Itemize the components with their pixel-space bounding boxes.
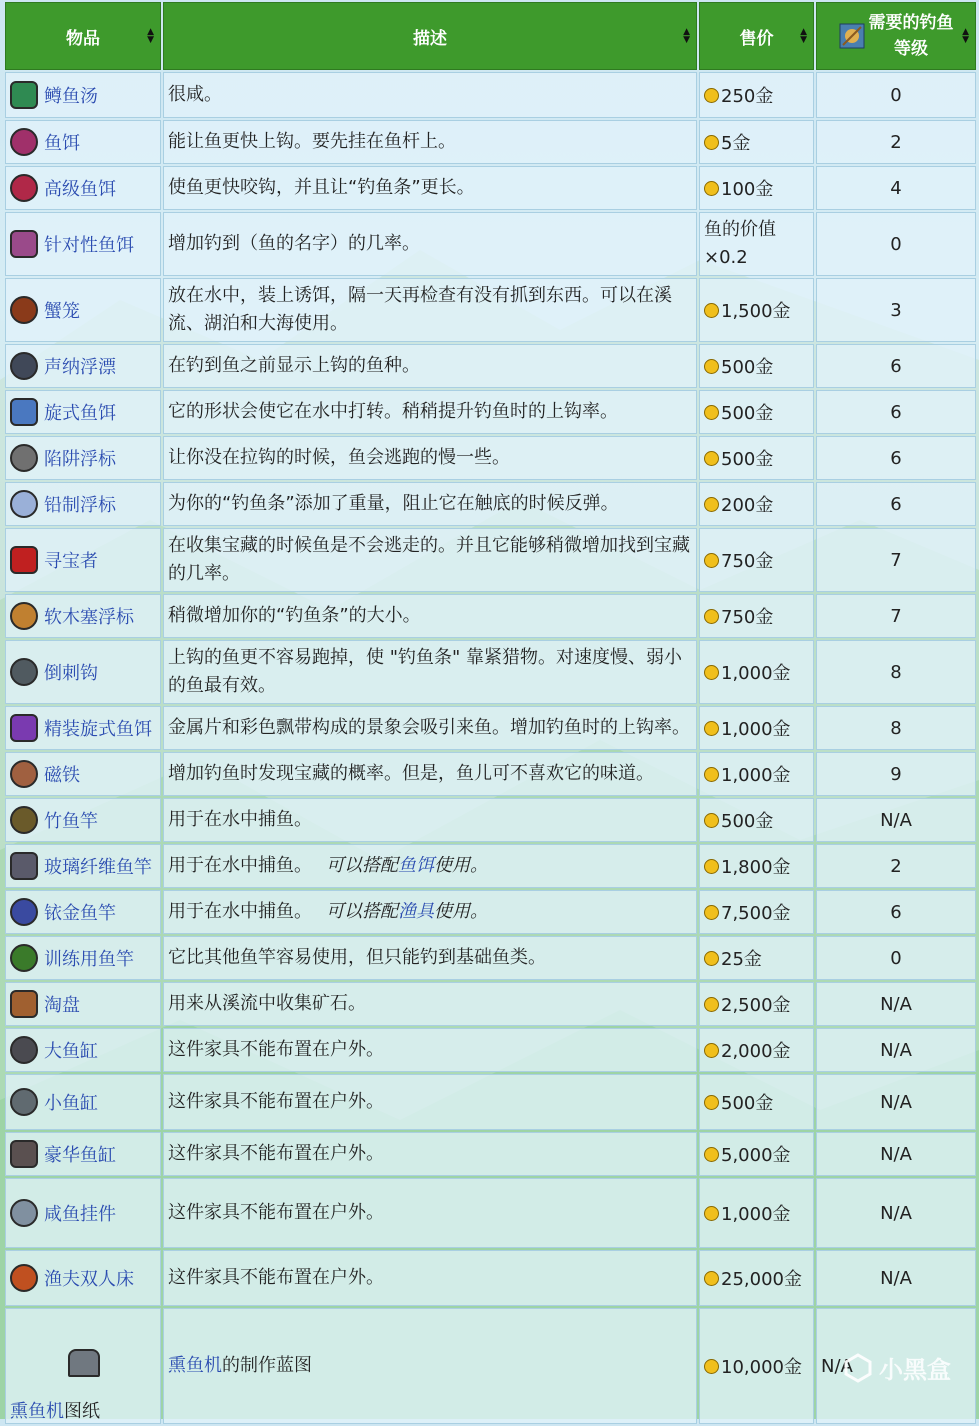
item-price-cell: [699, 1250, 814, 1306]
description-text: 在收集宝藏的时候鱼是不会逃走的。并且它能够稍微增加找到宝藏的几率。: [168, 535, 690, 584]
item-level-cell: [816, 166, 976, 210]
description-text: 这件家具不能布置在户外。: [168, 1039, 384, 1060]
item-description-cell: [163, 212, 697, 276]
item-name-cell: [5, 1250, 161, 1306]
description-link[interactable]: 鱼饵: [398, 855, 434, 876]
description-text: 为你的“钓鱼条”添加了重量，阻止它在触底的时候反弹。: [168, 493, 619, 514]
gold-coin-icon: [704, 553, 719, 568]
description-text: 增加钓到（鱼的名字）的几率。: [168, 233, 420, 254]
table-row: [5, 528, 976, 592]
description-text: 它的形状会使它在水中打转。稍稍提升钓鱼时的上钩率。: [168, 401, 618, 422]
fishing-level-value: 0: [890, 84, 902, 106]
item-level-cell: [816, 1074, 976, 1130]
item-name-link[interactable]: 旋式鱼饵: [44, 403, 116, 424]
item-name-cell: [5, 436, 161, 480]
item-name-link[interactable]: 倒刺钩: [44, 663, 98, 684]
large-fish-tank-icon[interactable]: [10, 1036, 38, 1064]
gold-coin-icon: [704, 859, 719, 874]
table-row: [5, 640, 976, 704]
item-price-cell: [699, 278, 814, 342]
item-price-cell: [699, 482, 814, 526]
item-description-cell: [163, 1028, 697, 1072]
table-row: [5, 1074, 976, 1130]
item-name-link[interactable]: 竹鱼竿: [44, 811, 98, 832]
gold-coin-icon: [704, 1271, 719, 1286]
table-row: [5, 594, 976, 638]
gold-coin-icon: [704, 181, 719, 196]
price-value: 500金: [721, 1093, 774, 1114]
item-description-cell: [163, 166, 697, 210]
item-name-link[interactable]: 陷阱浮标: [44, 449, 116, 470]
item-name-suffix: 图纸: [64, 1401, 100, 1422]
item-name-cell: [5, 278, 161, 342]
fishing-level-value: 6: [890, 401, 902, 423]
table-row: [5, 982, 976, 1026]
gold-coin-icon: [704, 1043, 719, 1058]
fishing-level-value: N/A: [880, 1091, 912, 1113]
item-description-cell: [163, 752, 697, 796]
table-row: [5, 278, 976, 342]
item-description-cell: [163, 278, 697, 342]
deluxe-fish-tank-icon[interactable]: [10, 1140, 38, 1168]
item-name-link[interactable]: 蟹笼: [44, 301, 80, 322]
fishing-level-value: 2: [890, 855, 902, 877]
item-description-cell: [163, 594, 697, 638]
item-name-cell: [5, 482, 161, 526]
table-header-row: [5, 2, 976, 70]
price-value: 1,000金: [721, 719, 791, 740]
table-row: [5, 936, 976, 980]
gold-coin-icon: [704, 767, 719, 782]
gold-coin-icon: [704, 359, 719, 374]
item-name-cell: [5, 390, 161, 434]
fishing-items-table: [3, 0, 978, 1426]
item-price-cell: [699, 936, 814, 980]
item-name-link[interactable]: 小鱼缸: [44, 1093, 98, 1114]
fishing-level-value: N/A: [880, 1267, 912, 1289]
lead-bobber-icon[interactable]: [10, 490, 38, 518]
description-text: 这件家具不能布置在户外。: [168, 1091, 384, 1112]
gold-coin-icon: [704, 303, 719, 318]
fishing-skill-icon: [839, 23, 865, 49]
item-level-cell: [816, 982, 976, 1026]
table-row: [5, 344, 976, 388]
fishing-level-value: 6: [890, 901, 902, 923]
column-header-fishing-level[interactable]: 需要的钓鱼 等级 ▲ ▼: [816, 2, 976, 70]
sort-arrows-icon[interactable]: ▲ ▼: [962, 27, 969, 45]
item-level-cell: [816, 1178, 976, 1248]
description-text: 稍微增加你的“钓鱼条”的大小。: [168, 605, 421, 626]
fishing-level-value: 6: [890, 447, 902, 469]
gold-coin-icon: [704, 609, 719, 624]
table-row: [5, 72, 976, 118]
item-level-cell: [816, 706, 976, 750]
price-value: 100金: [721, 179, 774, 200]
column-header-description[interactable]: 描述 ▲ ▼: [163, 2, 697, 70]
table-row: [5, 212, 976, 276]
item-name-link[interactable]: 大鱼缸: [44, 1041, 98, 1062]
item-name-link[interactable]: 铱金鱼竿: [44, 903, 116, 924]
heybox-logo-icon: [843, 1353, 873, 1383]
description-text: 让你没在拉钩的时候，鱼会逃跑的慢一些。: [168, 447, 510, 468]
gold-coin-icon: [704, 665, 719, 680]
description-note: 可以搭配渔具使用。: [326, 901, 488, 922]
price-value: 1,000金: [721, 765, 791, 786]
item-name-cell: [5, 120, 161, 164]
item-name-cell: [5, 1028, 161, 1072]
gold-coin-icon: [704, 1206, 719, 1221]
price-value: 10,000金: [721, 1357, 802, 1378]
item-name-cell: [5, 752, 161, 796]
item-name-link[interactable]: 铅制浮标: [44, 495, 116, 516]
description-text: 用于在水中捕鱼。: [168, 809, 312, 830]
item-name-link[interactable]: 豪华鱼缸: [44, 1145, 116, 1166]
sort-arrows-icon[interactable]: ▲ ▼: [147, 27, 154, 45]
item-price-cell: [699, 1178, 814, 1248]
gold-coin-icon: [704, 721, 719, 736]
training-rod-icon[interactable]: [10, 944, 38, 972]
item-name-link[interactable]: 精装旋式鱼饵: [44, 719, 152, 740]
table-row: [5, 890, 976, 934]
item-description-cell: [163, 1250, 697, 1306]
item-name-cell: [5, 166, 161, 210]
item-price-cell: [699, 72, 814, 118]
description-text: 用于在水中捕鱼。: [168, 855, 312, 876]
item-level-cell: [816, 1028, 976, 1072]
table-row: [5, 844, 976, 888]
item-description-cell: [163, 72, 697, 118]
item-description-cell: [163, 982, 697, 1026]
item-name-cell: [5, 212, 161, 276]
gold-coin-icon: [704, 1147, 719, 1162]
price-value: 1,000金: [721, 1204, 791, 1225]
item-description-cell: [163, 120, 697, 164]
table-row: [5, 1028, 976, 1072]
item-description-cell: [163, 640, 697, 704]
item-price-cell: [699, 212, 814, 276]
price-value: 500金: [721, 403, 774, 424]
item-description-cell: [163, 436, 697, 480]
sort-arrows-icon[interactable]: ▲ ▼: [800, 27, 807, 45]
item-name-link[interactable]: 软木塞浮标: [44, 607, 134, 628]
item-level-cell: [816, 844, 976, 888]
item-name-link[interactable]: 渔夫双人床: [44, 1269, 134, 1290]
gold-coin-icon: [704, 135, 719, 150]
item-name-cell: [5, 1132, 161, 1176]
price-value: 1,500金: [721, 301, 791, 322]
item-description-cell: [163, 1074, 697, 1130]
item-level-cell: [816, 390, 976, 434]
table-row: [5, 390, 976, 434]
description-text: 这件家具不能布置在户外。: [168, 1143, 384, 1164]
description-text: 金属片和彩色飘带构成的景象会吸引来鱼。增加钓鱼时的上钩率。: [168, 717, 690, 738]
item-price-cell: [699, 390, 814, 434]
item-level-cell: [816, 344, 976, 388]
table-row: [5, 798, 976, 842]
item-description-cell: [163, 890, 697, 934]
quality-bait-icon[interactable]: [10, 174, 38, 202]
item-level-cell: [816, 890, 976, 934]
column-header-item[interactable]: 物品 ▲ ▼: [5, 2, 161, 70]
iridium-rod-icon[interactable]: [10, 898, 38, 926]
fishing-level-value: 7: [890, 549, 902, 571]
item-description-cell: [163, 798, 697, 842]
bamboo-pole-icon[interactable]: [10, 806, 38, 834]
description-text: 能让鱼更快上钩。要先挂在鱼杆上。: [168, 131, 456, 152]
fishing-level-value: 0: [890, 233, 902, 255]
description-text: 很咸。: [168, 84, 222, 105]
item-level-cell: [816, 120, 976, 164]
description-text: 用于在水中捕鱼。: [168, 901, 312, 922]
item-price-cell: [699, 844, 814, 888]
fishing-level-value: N/A: [880, 993, 912, 1015]
item-name-link[interactable]: 针对性鱼饵: [44, 235, 134, 256]
item-description-cell: [163, 706, 697, 750]
fish-smoker-recipe-icon[interactable]: [68, 1349, 100, 1377]
gold-coin-icon: [704, 813, 719, 828]
gold-coin-icon: [704, 451, 719, 466]
description-text: 放在水中，装上诱饵，隔一天再检查有没有抓到东西。可以在溪流、湖泊和大海使用。: [168, 285, 672, 334]
item-price-cell: [699, 1074, 814, 1130]
item-description-cell: [163, 844, 697, 888]
table-row: [5, 1308, 976, 1424]
copper-pan-icon[interactable]: [10, 990, 38, 1018]
price-value: 25金: [721, 949, 762, 970]
item-name-cell: [5, 1308, 161, 1424]
sort-arrows-icon[interactable]: ▲ ▼: [683, 27, 690, 45]
cork-bobber-icon[interactable]: [10, 602, 38, 630]
fishing-level-value: N/A: [880, 1143, 912, 1165]
trap-bobber-icon[interactable]: [10, 444, 38, 472]
description-text: 它比其他鱼竿容易使用，但只能钓到基础鱼类。: [168, 947, 546, 968]
watermark: 小黑盒: [843, 1350, 951, 1385]
item-level-cell: [816, 436, 976, 480]
fishing-level-value: N/A: [880, 1202, 912, 1224]
item-name-cell: [5, 890, 161, 934]
column-header-price[interactable]: 售价 ▲ ▼: [699, 2, 814, 70]
price-value: 1,800金: [721, 857, 791, 878]
fiberglass-rod-icon[interactable]: [10, 852, 38, 880]
item-name-link[interactable]: 高级鱼饵: [44, 179, 116, 200]
item-price-cell: [699, 982, 814, 1026]
item-name-cell: [5, 528, 161, 592]
item-price-cell: [699, 528, 814, 592]
price-value: 200金: [721, 495, 774, 516]
item-name-link[interactable]: 熏鱼机: [10, 1401, 64, 1422]
price-value: 5金: [721, 133, 751, 154]
item-price-cell: [699, 890, 814, 934]
item-name-link[interactable]: 鳟鱼汤: [44, 86, 98, 107]
item-name-link[interactable]: 玻璃纤维鱼竿: [44, 857, 152, 878]
fishing-level-value: 2: [890, 131, 902, 153]
sonar-bobber-icon[interactable]: [10, 352, 38, 380]
table-row: [5, 752, 976, 796]
bait-icon[interactable]: [10, 128, 38, 156]
item-name-cell: [5, 982, 161, 1026]
fishing-level-value: 6: [890, 493, 902, 515]
description-link[interactable]: 渔具: [398, 901, 434, 922]
table-row: [5, 706, 976, 750]
treasure-hunter-icon[interactable]: [10, 546, 38, 574]
item-level-cell: [816, 752, 976, 796]
dressed-spinner-icon[interactable]: [10, 714, 38, 742]
table-row: [5, 1178, 976, 1248]
price-value: 1,000金: [721, 663, 791, 684]
item-price-cell: [699, 1028, 814, 1072]
item-description-cell: [163, 1132, 697, 1176]
item-price-cell: [699, 594, 814, 638]
spinner-icon[interactable]: [10, 398, 38, 426]
barbed-hook-icon[interactable]: [10, 658, 38, 686]
item-price-cell: [699, 166, 814, 210]
item-price-cell: [699, 640, 814, 704]
item-level-cell: [816, 212, 976, 276]
item-price-cell: [699, 752, 814, 796]
item-level-cell: [816, 798, 976, 842]
item-name-cell: [5, 844, 161, 888]
fishing-level-value: N/A: [880, 809, 912, 831]
fisher-double-bed-icon[interactable]: [10, 1264, 38, 1292]
item-name-cell: [5, 798, 161, 842]
crab-pot-icon[interactable]: [10, 296, 38, 324]
item-level-cell: [816, 1132, 976, 1176]
item-level-cell: [816, 936, 976, 980]
item-level-cell: [816, 594, 976, 638]
description-text: 这件家具不能布置在户外。: [168, 1267, 384, 1288]
item-price-cell: [699, 344, 814, 388]
gold-coin-icon: [704, 1359, 719, 1374]
price-value: 250金: [721, 86, 774, 107]
item-level-cell: [816, 640, 976, 704]
description-text: 上钩的鱼更不容易跑掉，使 "钓鱼条" 靠紧猎物。对速度慢、弱小的鱼最有效。: [168, 647, 682, 696]
price-value: 750金: [721, 607, 774, 628]
fishing-level-value: 9: [890, 763, 902, 785]
price-value: 7,500金: [721, 903, 791, 924]
item-level-cell: [816, 278, 976, 342]
item-name-link[interactable]: 寻宝者: [44, 551, 98, 572]
item-price-cell: [699, 436, 814, 480]
magnet-icon[interactable]: [10, 760, 38, 788]
dried-fish-decor-icon[interactable]: [10, 1199, 38, 1227]
fishing-level-value: N/A: [880, 1039, 912, 1061]
description-text: 使鱼更快咬钩，并且让“钓鱼条”更长。: [168, 177, 475, 198]
item-name-link[interactable]: 淘盘: [44, 995, 80, 1016]
item-description-cell: 熏鱼机的制作蓝图: [163, 1308, 697, 1424]
price-value: 500金: [721, 449, 774, 470]
price-value: 2,500金: [721, 995, 791, 1016]
table-row: [5, 120, 976, 164]
item-description-cell: [163, 528, 697, 592]
item-name-link[interactable]: 声纳浮漂: [44, 357, 116, 378]
price-value: 500金: [721, 811, 774, 832]
description-text: 增加钓鱼时发现宝藏的概率。但是，鱼儿可不喜欢它的味道。: [168, 763, 654, 784]
item-level-cell: [816, 72, 976, 118]
gold-coin-icon: [704, 951, 719, 966]
item-description-cell: [163, 344, 697, 388]
gold-coin-icon: [704, 88, 719, 103]
fishing-level-value: 6: [890, 355, 902, 377]
item-name-cell: [5, 72, 161, 118]
targeted-bait-icon[interactable]: [10, 230, 38, 258]
price-value: 2,000金: [721, 1041, 791, 1062]
price-value: 750金: [721, 551, 774, 572]
item-name-link[interactable]: 咸鱼挂件: [44, 1204, 116, 1225]
item-price-cell: [699, 798, 814, 842]
item-name-cell: [5, 1178, 161, 1248]
item-description-cell: [163, 482, 697, 526]
item-name-cell: [5, 640, 161, 704]
price-value: 鱼的价值×0.2: [704, 219, 776, 268]
item-level-cell: [816, 1250, 976, 1306]
description-note: 可以搭配鱼饵使用。: [326, 855, 488, 876]
price-value: 500金: [721, 357, 774, 378]
fishing-level-value: N/A: [821, 1355, 853, 1377]
fishing-level-value: 3: [890, 299, 902, 321]
trout-soup-icon[interactable]: [10, 81, 38, 109]
item-price-cell: [699, 120, 814, 164]
description-link[interactable]: 熏鱼机: [168, 1355, 222, 1376]
item-name-link[interactable]: 鱼饵: [44, 133, 80, 154]
item-price-cell: [699, 1132, 814, 1176]
item-level-cell: [816, 482, 976, 526]
table-row: [5, 1250, 976, 1306]
item-name-cell: [5, 936, 161, 980]
fishing-level-value: 4: [890, 177, 902, 199]
item-name-link[interactable]: 磁铁: [44, 765, 80, 786]
fishing-level-value: 0: [890, 947, 902, 969]
gold-coin-icon: [704, 1095, 719, 1110]
gold-coin-icon: [704, 905, 719, 920]
fishing-level-value: 8: [890, 661, 902, 683]
item-price-cell: [699, 706, 814, 750]
description-text: 在钓到鱼之前显示上钩的鱼种。: [168, 355, 420, 376]
item-name-cell: [5, 594, 161, 638]
item-description-cell: [163, 390, 697, 434]
fishing-level-value: 8: [890, 717, 902, 739]
item-name-cell: [5, 706, 161, 750]
item-description-cell: [163, 1178, 697, 1248]
price-value: 5,000金: [721, 1145, 791, 1166]
item-name-link[interactable]: 训练用鱼竿: [44, 949, 134, 970]
gold-coin-icon: [704, 405, 719, 420]
table-row: [5, 436, 976, 480]
item-level-cell: [816, 528, 976, 592]
table-row: [5, 166, 976, 210]
gold-coin-icon: [704, 997, 719, 1012]
fishing-level-value: 7: [890, 605, 902, 627]
item-name-cell: [5, 344, 161, 388]
description-text: 这件家具不能布置在户外。: [168, 1202, 384, 1223]
small-fish-tank-icon[interactable]: [10, 1088, 38, 1116]
table-row: [5, 482, 976, 526]
item-description-cell: [163, 936, 697, 980]
description-text: 用来从溪流中收集矿石。: [168, 993, 366, 1014]
table-row: [5, 1132, 976, 1176]
price-value: 25,000金: [721, 1269, 802, 1290]
item-price-cell: [699, 1308, 814, 1424]
item-name-cell: [5, 1074, 161, 1130]
gold-coin-icon: [704, 497, 719, 512]
